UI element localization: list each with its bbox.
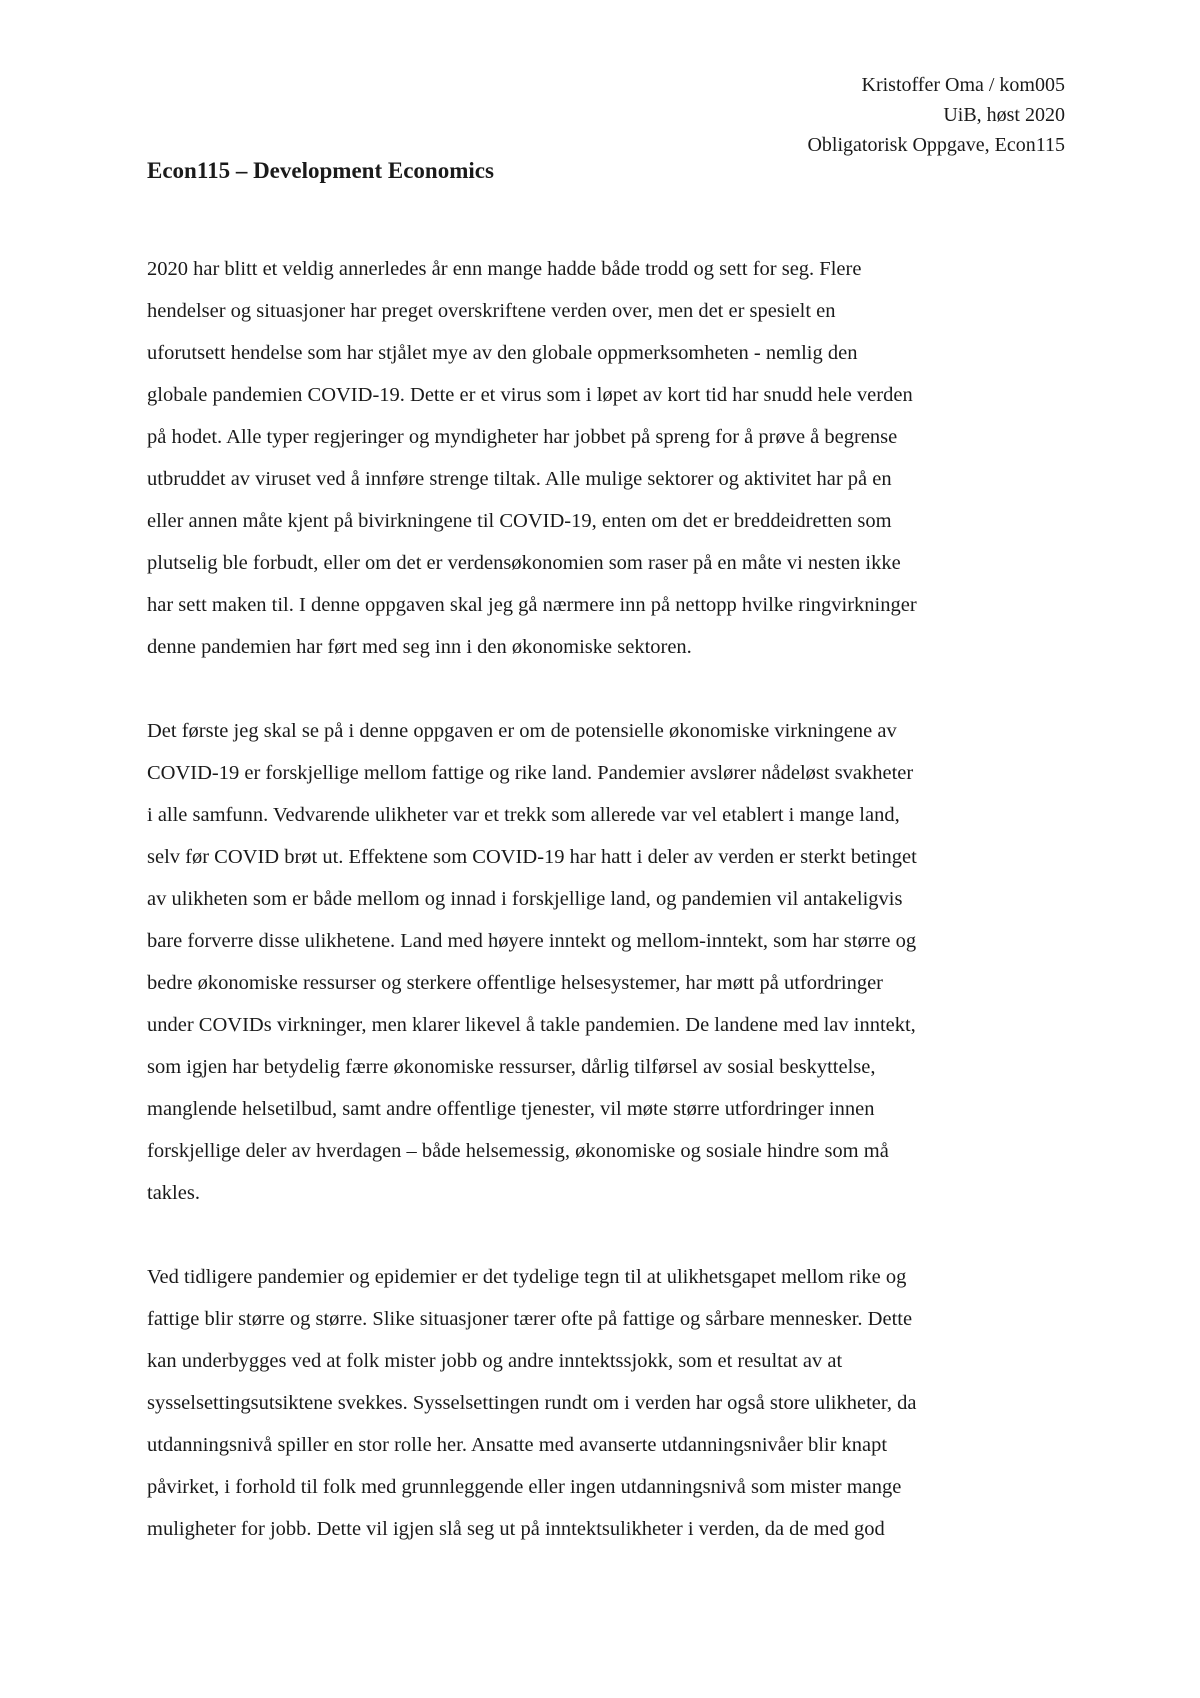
paragraph-line: kan underbygges ved at folk mister jobb og andre inntektssjokk, som et resultat av at (147, 1350, 843, 1372)
paragraph-line: utdanningsnivå spiller en stor rolle her. Ansatte med avanserte utdanningsnivåer blir knapt (147, 1434, 888, 1456)
author-line: Kristoffer Oma / kom005 (861, 74, 1065, 96)
document-body (147, 248, 1065, 1550)
paragraph-line: sysselsettingsutsiktene svekkes. Sysselsettingen rundt om i verden har også store ulikheter, da (147, 1392, 917, 1414)
paragraph-line: fattige blir større og større. Slike situasjoner tærer ofte på fattige og sårbare mennesker. Dette (147, 1308, 913, 1330)
paragraph-line: påvirket, i forhold til folk med grunnleggende eller ingen utdanningsnivå som mister mange (147, 1476, 902, 1498)
paragraph-line: takles. (147, 1182, 200, 1204)
paragraph-line: 2020 har blitt et veldig annerledes år enn mange hadde både trodd og sett for seg. Flere (147, 258, 862, 280)
paragraph-line: i alle samfunn. Vedvarende ulikheter var et trekk som allerede var vel etablert i mange land, (147, 804, 900, 826)
paragraph-line: på hodet. Alle typer regjeringer og myndigheter har jobbet på spreng for å prøve å begrense (147, 426, 898, 448)
paragraph-line: Ved tidligere pandemier og epidemier er det tydelige tegn til at ulikhetsgapet mellom rike og (147, 1266, 907, 1288)
paragraph-line: av ulikheten som er både mellom og innad i forskjellige land, og pandemien vil antakeligvis (147, 888, 903, 910)
paragraph-line: bare forverre disse ulikhetene. Land med høyere inntekt og mellom-inntekt, som har større og (147, 930, 917, 952)
paragraph-line: hendelser og situasjoner har preget overskriftene verden over, men det er spesielt en (147, 300, 836, 322)
paragraph-line: under COVIDs virkninger, men klarer likevel å takle pandemien. De landene med lav inntekt, (147, 1014, 916, 1036)
paragraph-line: manglende helsetilbud, samt andre offentlige tjenester, vil møte større utfordringer innen (147, 1098, 875, 1120)
assignment-line: Obligatorisk Oppgave, Econ115 (807, 134, 1065, 156)
paragraph-line: muligheter for jobb. Dette vil igjen slå seg ut på inntektsulikheter i verden, da de med god (147, 1518, 885, 1540)
paragraph-line: COVID-19 er forskjellige mellom fattige og rike land. Pandemier avslører nådeløst svakheter (147, 762, 914, 784)
document-header (807, 70, 1065, 160)
paragraph-line: utbruddet av viruset ved å innføre strenge tiltak. Alle mulige sektorer og aktivitet har på en (147, 468, 892, 490)
paragraph-line: uforutsett hendelse som har stjålet mye av den globale oppmerksomheten - nemlig den (147, 342, 858, 364)
paragraph-line: globale pandemien COVID-19. Dette er et virus som i løpet av kort tid har snudd hele verden (147, 384, 913, 406)
paragraph-line: eller annen måte kjent på bivirkningene til COVID-19, enten om det er breddeidretten som (147, 510, 892, 532)
paragraph-line: selv før COVID brøt ut. Effektene som COVID-19 har hatt i deler av verden er sterkt betinget (147, 846, 917, 868)
paragraph-2 (147, 710, 1065, 1214)
paragraph-line: Det første jeg skal se på i denne oppgaven er om de potensielle økonomiske virkningene av (147, 720, 897, 742)
paragraph-line: plutselig ble forbudt, eller om det er verdensøkonomien som raser på en måte vi nesten ikke (147, 552, 901, 574)
paragraph-line: som igjen har betydelig færre økonomiske ressurser, dårlig tilførsel av sosial beskyttelse, (147, 1056, 876, 1078)
document-title: Econ115 – Development Economics (147, 158, 494, 183)
paragraph-line: har sett maken til. I denne oppgaven skal jeg gå nærmere inn på nettopp hvilke ringvirkninger (147, 594, 917, 616)
paragraph-1 (147, 248, 1065, 668)
paragraph-line: denne pandemien har ført med seg inn i den økonomiske sektoren. (147, 636, 692, 658)
paragraph-line: bedre økonomiske ressurser og sterkere offentlige helsesystemer, har møtt på utfordringer (147, 972, 883, 994)
institution-line: UiB, høst 2020 (943, 104, 1065, 126)
paragraph-3 (147, 1256, 1065, 1550)
paragraph-line: forskjellige deler av hverdagen – både helsemessig, økonomiske og sosiale hindre som må (147, 1140, 889, 1162)
